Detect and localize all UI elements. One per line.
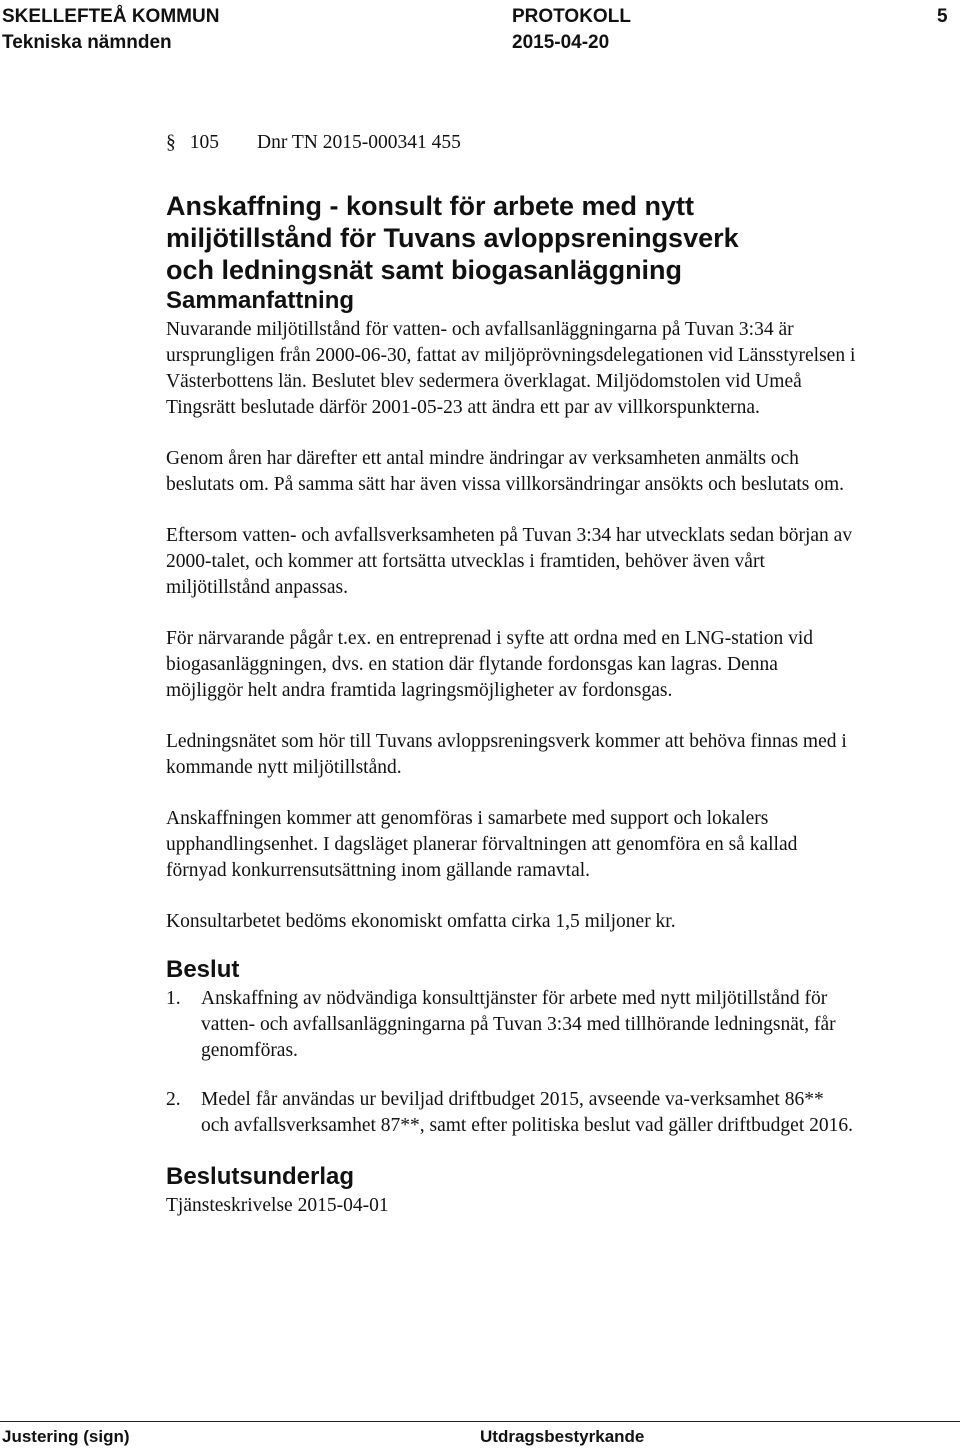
- decision-list: [166, 986, 856, 1139]
- decision-item: [166, 1087, 856, 1139]
- diary-number: Dnr TN 2015-000341 455: [257, 132, 461, 153]
- summary-paragraph: Nuvarande miljötillstånd för vatten- och avfallsanläggningarna på Tuvan 3:34 är ursprungligen från 2000-06-30, fattat av miljöprövningsdelegationen vid Länsstyrelsen i Västerbottens län. Beslutet blev sedermera överklagat. Miljödomstolen vid Umeå Tingsrätt beslutade därför 2001-05-23 att ändra ett par av villkorspunkterna.: [166, 319, 856, 418]
- document-body: [166, 130, 856, 1244]
- page-number: 5: [937, 6, 948, 27]
- footer-divider: [0, 1421, 960, 1422]
- page-footer: [0, 1421, 960, 1451]
- title-line: Anskaffning - konsult för arbete med nytt: [166, 191, 695, 221]
- decision-item-text: Anskaffning av nödvändiga konsulttjänster för arbete med nytt miljötillstånd för vatten- och avfallsanläggningarna på Tuvan 3:34 med tillhörande ledningsnät, får genomföras.: [201, 988, 836, 1061]
- protocol-date: 2015-04-20: [512, 32, 610, 53]
- decision-heading: Beslut: [166, 956, 240, 983]
- decision-item-number: 2.: [166, 1089, 181, 1110]
- utdrag-label: Utdragsbestyrkande: [480, 1427, 645, 1446]
- organization-name: SKELLEFTEÅ KOMMUN: [2, 6, 220, 27]
- section-symbol: §: [166, 132, 176, 153]
- document-title: [166, 190, 856, 286]
- document-type: PROTOKOLL: [512, 6, 631, 27]
- summary-paragraph: Ledningsnätet som hör till Tuvans avloppsreningsverk kommer att behöva finnas med i kommande nytt miljötillstånd.: [166, 731, 847, 778]
- summary-paragraph: Eftersom vatten- och avfallsverksamheten på Tuvan 3:34 har utvecklats sedan början av 2000-talet, och kommer att fortsätta utvecklas i framtiden, behöver även vårt miljötillstånd anpassas.: [166, 525, 853, 598]
- basis-heading: Beslutsunderlag: [166, 1163, 355, 1190]
- summary-heading: Sammanfattning: [166, 287, 355, 314]
- section-number: 105: [189, 132, 219, 153]
- justering-label: Justering (sign): [2, 1427, 130, 1446]
- basis-text: Tjänsteskrivelse 2015-04-01: [166, 1195, 389, 1216]
- board-name: Tekniska nämnden: [2, 32, 172, 53]
- title-line: och ledningsnät samt biogasanläggning: [166, 255, 683, 285]
- decision-item-text: Medel får användas ur beviljad driftbudget 2015, avseende va-verksamhet 86** och avfallsverksamhet 87**, samt efter politiska beslut vad gäller driftbudget 2016.: [201, 1089, 853, 1136]
- summary-paragraph: För närvarande pågår t.ex. en entreprenad i syfte att ordna med en LNG-station vid biogasanläggningen, dvs. en station där flytande fordonsgas kan lagras. Denna möjliggör helt andra framtida lagringsmöjligheter av fordonsgas.: [166, 628, 814, 701]
- summary-paragraph: Konsultarbetet bedöms ekonomiskt omfatta cirka 1,5 miljoner kr.: [166, 911, 676, 932]
- summary-paragraph: Genom åren har därefter ett antal mindre ändringar av verksamheten anmälts och beslutats om. På samma sätt har även vissa villkorsändringar ansökts och beslutats om.: [166, 448, 845, 495]
- section-reference: [166, 130, 856, 156]
- title-line: miljötillstånd för Tuvans avloppsreningsverk: [166, 223, 739, 253]
- summary-paragraph: Anskaffningen kommer att genomföras i samarbete med support och lokalers upphandlingsenhet. I dagsläget planerar förvaltningen att genomföra en så kallad förnyad konkurrensutsättning inom gällande ramavtal.: [166, 808, 798, 881]
- decision-item-number: 1.: [166, 988, 181, 1009]
- decision-item: [166, 986, 856, 1064]
